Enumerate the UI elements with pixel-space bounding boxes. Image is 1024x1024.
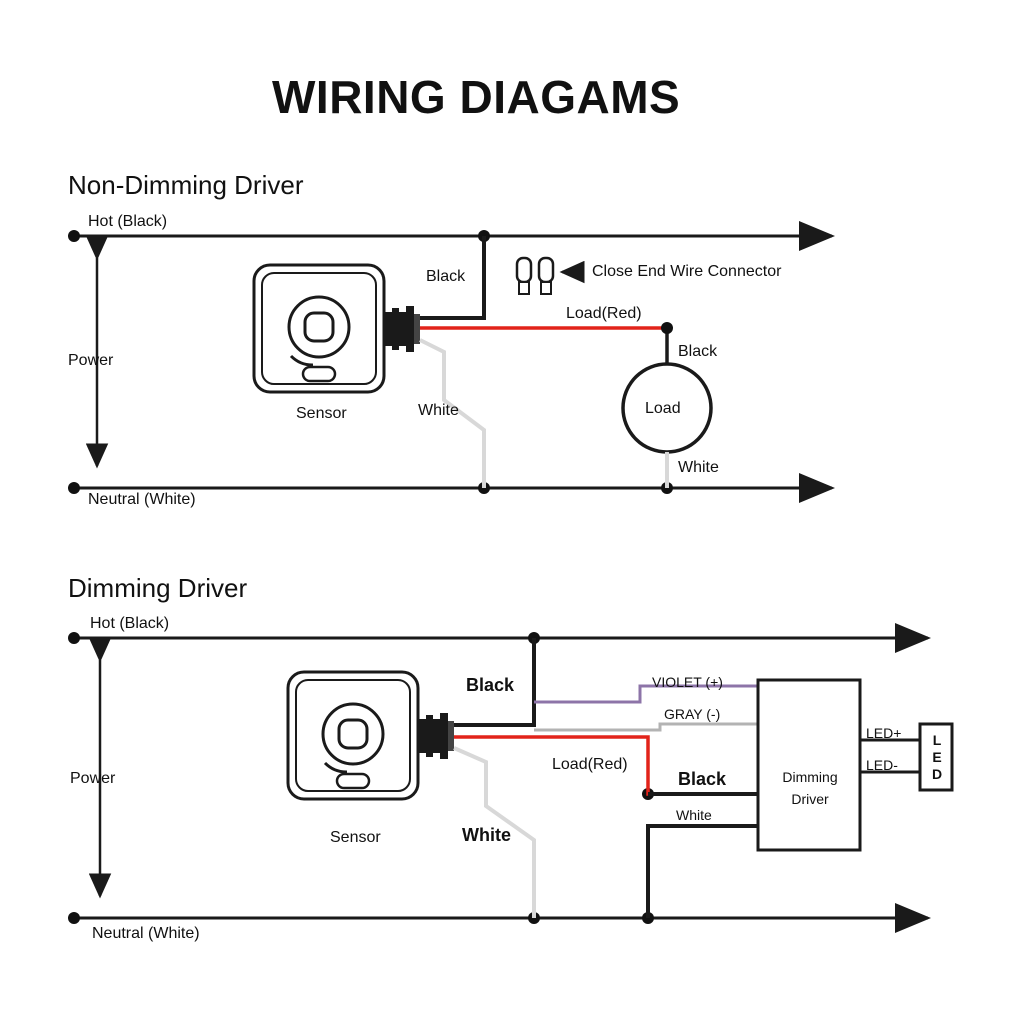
- label-load-white: White: [678, 459, 719, 476]
- label-power-1: Power: [68, 352, 114, 369]
- label-gray: GRAY (-): [664, 706, 721, 722]
- section-heading-non-dimming: Non-Dimming Driver: [68, 170, 304, 200]
- label-white-1: White: [418, 402, 459, 419]
- label-black-top-1: Black: [426, 268, 466, 285]
- driver-label-line1: Dimming: [782, 769, 838, 785]
- label-black-top-2: Black: [466, 675, 515, 695]
- label-led-minus: LED-: [866, 757, 898, 773]
- driver-label-line2: Driver: [791, 791, 829, 807]
- label-load-red-2: Load(Red): [552, 756, 628, 773]
- label-led-plus: LED+: [866, 725, 902, 741]
- label-power-2: Power: [70, 770, 116, 787]
- label-white-2: White: [462, 825, 511, 845]
- label-sensor-2: Sensor: [330, 829, 381, 846]
- label-neutral-1: Neutral (White): [88, 491, 196, 508]
- label-wire-connector: Close End Wire Connector: [592, 263, 782, 280]
- label-led-box: LED: [931, 732, 943, 782]
- label-black-driver-in: Black: [678, 769, 727, 789]
- page-title: WIRING DIAGAMS: [272, 71, 681, 123]
- label-load-black: Black: [678, 343, 718, 360]
- label-neutral-2: Neutral (White): [92, 925, 200, 942]
- label-hot-2: Hot (Black): [90, 615, 170, 632]
- label-white-driver-in: White: [676, 807, 712, 823]
- label-violet: VIOLET (+): [652, 674, 723, 690]
- wire-connector-graphic: [517, 258, 584, 294]
- label-hot-1: Hot (Black): [88, 213, 168, 230]
- section-heading-dimming: Dimming Driver: [68, 573, 248, 603]
- label-sensor-1: Sensor: [296, 405, 347, 422]
- label-load-circle: Load: [645, 400, 681, 417]
- label-load-red-1: Load(Red): [566, 305, 642, 322]
